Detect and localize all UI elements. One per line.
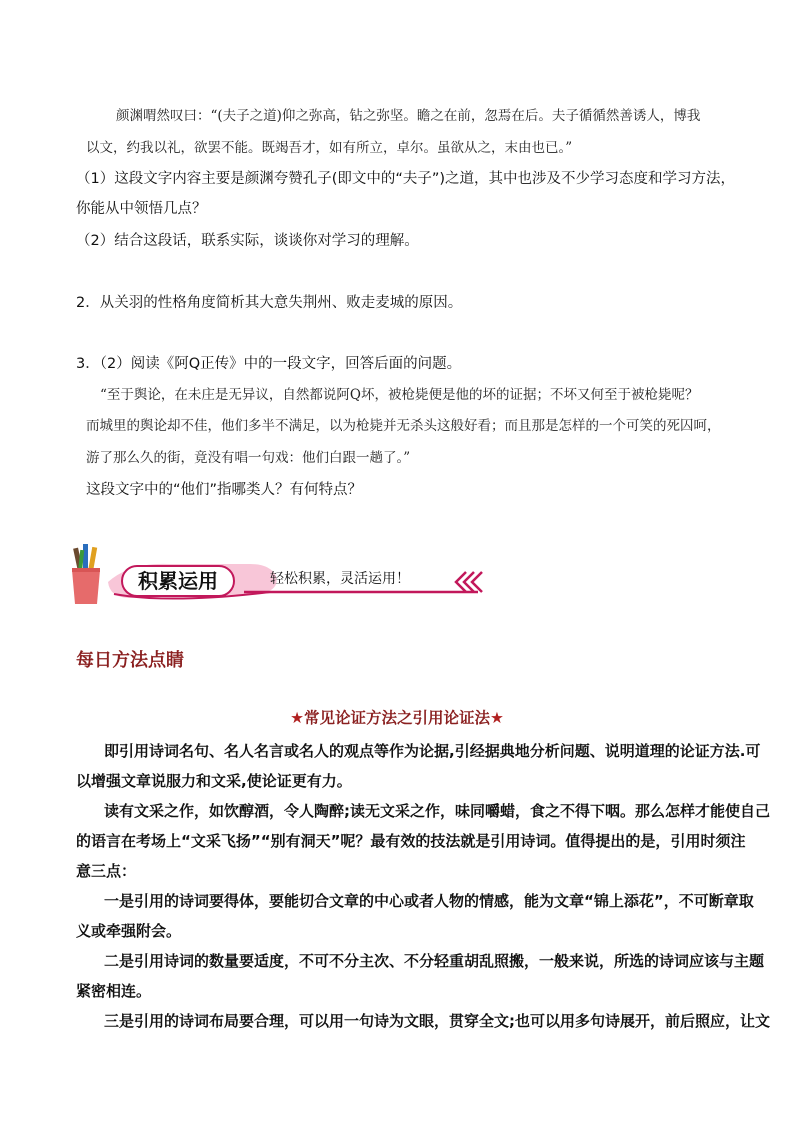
method-p3-line2: 义或牵强附会。 xyxy=(76,922,182,940)
method-p1-line2: 以增强文章说服力和文采,使论证更有力。 xyxy=(76,772,352,790)
method-title-text: 常见论证方法之引用论证法 xyxy=(303,709,490,727)
method-p3-line1: 一是引用的诗词要得体，要能切合文章的中心或者人物的情感，能为文章“锦上添花”，不可断章取 xyxy=(104,892,754,910)
question1-line2: 你能从中领悟几点？ xyxy=(76,201,207,217)
method-p4-line2: 紧密相连。 xyxy=(76,982,152,1000)
banner-title: 积累运用 xyxy=(138,569,218,593)
method-p2-line2: 的语言在考场上“文采飞扬”“别有洞天”呢？最有效的技法就是引用诗词。值得提出的是，引用时须注 xyxy=(76,832,746,850)
passage2-line1: “至于舆论，在未庄是无异议，自然都说阿Q坏，被枪毙便是他的坏的证据；不坏又何至于被枪毙呢？ xyxy=(100,387,699,403)
section-banner xyxy=(70,542,490,608)
method-p4-line1: 二是引用诗词的数量要适度，不可不分主次、不分轻重胡乱照搬，一般来说，所选的诗词应该与主题 xyxy=(104,952,765,970)
method-p2-line3: 意三点： xyxy=(76,862,137,880)
question2: （2）结合这段话，联系实际，谈谈你对学习的理解。 xyxy=(76,233,419,249)
item2-question: 2．从关羽的性格角度简析其大意失荆州、败走麦城的原因。 xyxy=(76,295,463,311)
star-icon: ★ xyxy=(290,709,304,727)
banner-slogan: 轻松积累，灵活运用！ xyxy=(270,571,410,587)
passage1-line2: 以文，约我以礼，欲罢不能。既竭吾才，如有所立，卓尔。虽欲从之，末由也已。” xyxy=(86,140,573,156)
method-p5-line1: 三是引用的诗词布局要合理，可以用一句诗为文眼，贯穿全文;也可以用多句诗展开，前后照应，让文 xyxy=(104,1012,771,1030)
method-title xyxy=(0,706,794,728)
method-p2-line1: 读有文采之作，如饮醇酒，令人陶醉;读无文采之作，味同嚼蜡，食之不得下咽。那么怎样才能使自己 xyxy=(104,802,771,820)
section-title: 每日方法点睛 xyxy=(76,650,184,671)
passage2-line3: 游了那么久的街，竟没有唱一句戏：他们白跟一趟了。” xyxy=(86,450,411,466)
method-p1-line1: 即引用诗词名句、名人名言或名人的观点等作为论据,引经据典地分析问题、说明道理的论证方法.可 xyxy=(104,742,761,760)
question1-line1: （1）这段文字内容主要是颜渊夸赞孔子(即文中的“夫子”)之道，其中也涉及不少学习态度和学习方法， xyxy=(76,171,736,187)
passage1-line1: 颜渊喟然叹曰：“(夫子之道)仰之弥高，钻之弥坚。瞻之在前，忽焉在后。夫子循循然善诱人，博我 xyxy=(116,108,701,124)
star-icon: ★ xyxy=(490,709,504,727)
item3-heading: 3．（2）阅读《阿Q正传》中的一段文字，回答后面的问题。 xyxy=(76,356,462,372)
passage2-line2: 而城里的舆论却不佳，他们多半不满足，以为枪毙并无杀头这般好看；而且那是怎样的一个可笑的死囚呵， xyxy=(86,418,721,434)
question3: 这段文字中的“他们”指哪类人？有何特点？ xyxy=(86,482,363,498)
